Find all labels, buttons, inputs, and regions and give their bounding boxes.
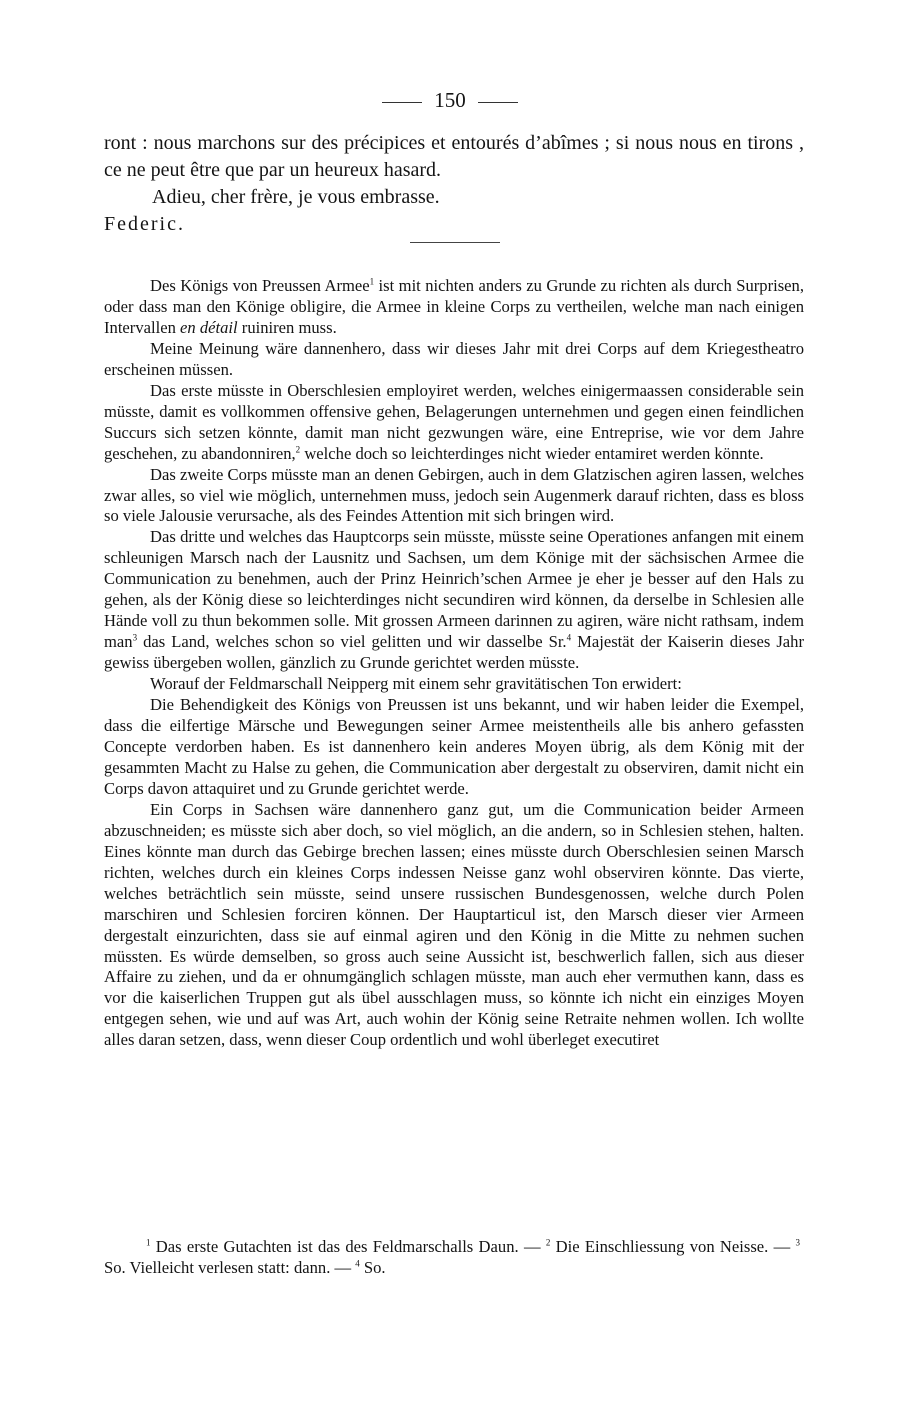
paragraph-3-text-a: Das erste müsste in Oberschlesien employiret werden, welches einigermaassen considerable sein müsste, damit es vollkommen offensive gehen, Belagerungen unternehmen und gegen einen feindlichen Succurs sich setzen könnte, damit man nicht gezwungen wäre, eine Entreprise, wie vor dem Jahre geschehen, zu abandonniren, [104, 380, 804, 463]
footnote-ref-2: 2 [295, 444, 301, 455]
paragraph-5-text-c: Majestät der Kaiserin dieses Jahr gewiss übergeben wollen, gänzlich zu Grunde gerichtet werden müsste. [104, 632, 804, 673]
footnote-mark-3: 3 [795, 1237, 800, 1248]
paragraph-3 [104, 381, 804, 465]
header-rule-right [478, 102, 518, 103]
footnote-ref-3: 3 [132, 632, 138, 643]
footnote-mark-1: 1 [146, 1237, 151, 1248]
italic-phrase: en détail [180, 317, 238, 337]
paragraph-1-text-b: ist mit nichten anders zu Grunde zu richten als durch Surprisen, oder dass man den Könige obligire, die Armee in kleine Corps zu vertheilen, welche man nach einigen Intervallen [104, 276, 804, 337]
footnotes [104, 1236, 800, 1278]
header-rule-left [382, 102, 422, 103]
letter-ending [104, 130, 804, 238]
footnote-ref-4: 4 [566, 632, 572, 643]
paragraph-7: Die Behendigkeit des Königs von Preussen ist uns bekannt, und wir haben leider die Exempel, dass die eilfertige Märsche und Bewegungen seiner Armee meistentheils alle bis anhero gefassten Concepte verdorben haben. Es ist dannenhero kein anderes Moyen übrig, als dem König mit der gesammten Macht zu Halse zu gehen, die Communication aber dergestalt zu observiren, damit nicht ein Corps davon attaquiret und zu Grunde gerichtet werde. [104, 695, 804, 798]
footnote-3: So. Vielleicht verlesen statt: dann. — [104, 1258, 356, 1277]
paragraph-1-text-c: ruiniren muss. [237, 317, 337, 337]
footnote-mark-2: 2 [545, 1237, 551, 1248]
paragraph-5-text-b: das Land, welches schon so viel gelitten und wir dasselbe Sr. [137, 632, 567, 652]
footnote-mark-4: 4 [355, 1258, 360, 1269]
document-body [104, 276, 804, 1051]
paragraph-5 [104, 527, 804, 674]
footnote-1: Das erste Gutachten ist das des Feldmarschalls Daun. — [150, 1237, 546, 1256]
paragraph-5-text-a: Das dritte und welches das Hauptcorps sein müsste, müsste seine Operationes anfangen mit einem schleunigen Marsch nach der Lausnitz und Sachsen, um dem Könige mit der sächsischen Armee die Communication zu benehmen, auch der Prinz Heinrich’schen Armee je eher je besser auf den Hals zu gehen, als der König diese so leichterdinges nicht secundiren wird können, da derselbe in Schlesien alle Hände voll zu thun bekommen solle. Mit grossen Armeen darinnen zu agiren, wäre nicht rathsam, indem man [104, 527, 804, 652]
footnote-ref-1: 1 [369, 276, 375, 287]
footnote-2: Die Einschliessung von Neisse. — [550, 1237, 796, 1256]
footnote-4: So. [359, 1258, 386, 1277]
page-number-header [0, 88, 900, 113]
paragraph-3-text-b: welche doch so leichterdinges nicht wieder entamiret werden könnte. [300, 443, 764, 463]
paragraph-8: Ein Corps in Sachsen wäre dannenhero ganz gut, um die Communication beider Armeen abzuschneiden; es müsste sich aber doch, so viel möglich, an die andern, so in Schlesien stehen, halten. Eines könnte man durch das Gebirge brechen lassen; eines müsste durch Oberschlesien seinen Marsch richten, welches durch ein kleines Corps indessen Neisse ganz wohl observiren könnte. Das vierte, welches beträchtlich sein müsste, seind unsere russischen Bundesgenossen, welche durch Polen marschiren und Schlesien forciren können. Der Hauptarticul ist, den Marsch dieser vier Armeen dergestalt einzurichten, dass sie auf einmal agiren und den König in die Mitte zu nehmen suchen müssten. Es würde demselben, so gross auch seine Aussicht ist, beschwerlich fallen, sich aus dieser Affaire zu ziehen, und da er ohnumgänglich schlagen müsste, man auch eher vermuthen kann, dass es vor die kaiserlichen Truppen gut als übel ausschlagen muss, so könnte ich nicht ein einziges Moyen entgegen sehen, wie und auf was Art, auch wohin der König seine Retraite nehmen wollen. Ich wollte alles daran setzen, dass, wenn dieser Coup ordentlich und wohl überleget executiret [104, 799, 804, 1050]
letter-closing: Adieu, cher frère, je vous embrasse. [152, 186, 440, 208]
paragraph-4: Das zweite Corps müsste man an denen Gebirgen, auch in dem Glatzischen agiren lassen, welches zwar alles, so viel wie möglich, unternehmen muss, jedoch sein Augenmerk darauf richten, dass es bloss so viele Jalousie verursache, als des Feindes Attention mit sich bringen wird. [104, 464, 804, 526]
paragraph-1 [104, 276, 804, 339]
paragraph-6: Worauf der Feldmarschall Neipperg mit einem sehr gravitätischen Ton erwidert: [150, 674, 682, 694]
letter-signature: Federic. [104, 213, 185, 235]
paragraph-1-text-a: Des Königs von Preussen Armee [150, 276, 370, 295]
letter-text: ront : nous marchons sur des précipices et entourés d’abîmes ; si nous nous en tirons , ce ne peut être que par un heureux hasard. [104, 132, 804, 181]
section-divider [410, 242, 500, 243]
paragraph-2: Meine Meinung wäre dannenhero, dass wir dieses Jahr mit drei Corps auf dem Kriegestheatro erscheinen müssen. [104, 338, 804, 379]
page-number: 150 [434, 88, 466, 112]
